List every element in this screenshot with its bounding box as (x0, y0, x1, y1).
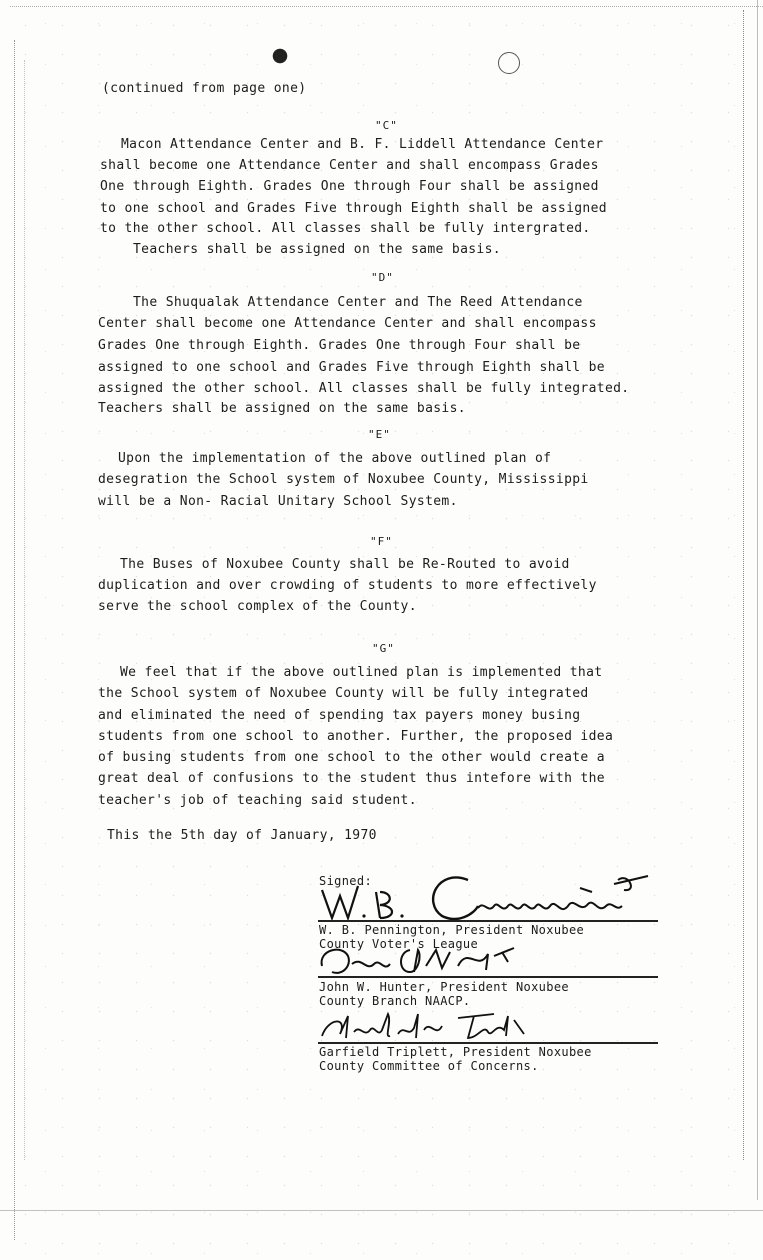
section-c-line: shall become one Attendance Center and shall encompass Grades (100, 158, 599, 173)
signatory-title: W. B. Pennington, President Noxubee (319, 923, 585, 937)
section-d-line: Center shall become one Attendance Center and shall encompass (98, 316, 597, 331)
section-d-line: assigned the other school. All classes shall be fully integrated. (98, 381, 630, 396)
signed-label: Signed: (319, 874, 373, 888)
signature-line (318, 976, 658, 978)
section-d-line: The Shuqualak Attendance Center and The Reed Attendance (133, 295, 583, 310)
section-d-line: Teachers shall be assigned on the same basis. (98, 401, 466, 416)
section-heading-d: "D" (371, 271, 394, 284)
section-g-line: students from one school to another. Further, the proposed idea (98, 729, 614, 744)
continued-note: (continued from page one) (102, 81, 307, 96)
signature-hunter (318, 942, 518, 978)
section-c-line: Teachers shall be assigned on the same basis. (133, 242, 501, 257)
scan-edge-left (14, 40, 23, 1240)
scan-edge-bottom (0, 1210, 763, 1211)
section-g-line: of busing students from one school to the other would create a (98, 750, 605, 765)
section-g-line: and eliminated the need of spending tax payers money busing (98, 708, 581, 723)
section-e-line: will be a Non- Racial Unitary School System. (98, 494, 458, 509)
signatory-title: John W. Hunter, President Noxubee (319, 980, 569, 994)
section-d-line: Grades One through Eighth. Grades One through Four shall be (98, 338, 581, 353)
scan-edge-right (743, 10, 745, 1160)
scan-edge-left-inner (24, 60, 26, 1160)
section-c-line: One through Eighth. Grades One through Four shall be assigned (100, 179, 599, 194)
signatory-title: County Committee of Concerns. (319, 1059, 539, 1073)
signatory-title: County Branch NAACP. (319, 994, 471, 1008)
section-g-line: We feel that if the above outlined plan is implemented that (120, 665, 603, 680)
signature-triplett (318, 1010, 538, 1044)
signature-line (318, 920, 658, 922)
section-e-line: Upon the implementation of the above outlined plan of (118, 451, 552, 466)
signatory-title: County Voter's League (319, 937, 479, 951)
scan-edge-top (10, 6, 763, 8)
signature-line (318, 1042, 658, 1044)
section-c-line: Macon Attendance Center and B. F. Liddell Attendance Center (121, 137, 604, 152)
punch-hole-right (498, 52, 520, 74)
signatory-title: Garfield Triplett, President Noxubee (319, 1045, 592, 1059)
section-c-line: to one school and Grades Five through Eighth shall be assigned (100, 201, 607, 216)
signature-pennington (318, 862, 658, 924)
section-heading-f: "F" (370, 535, 393, 548)
section-c-line: to the other school. All classes shall be fully intergrated. (100, 221, 591, 236)
section-f-line: duplication and over crowding of students to more effectively (98, 578, 597, 593)
section-f-line: serve the school complex of the County. (98, 599, 417, 614)
section-g-line: teacher's job of teaching said student. (98, 793, 417, 808)
section-g-line: the School system of Noxubee County will be fully integrated (98, 686, 589, 701)
section-e-line: desegration the School system of Noxubee County, Mississippi (98, 472, 589, 487)
section-f-line: The Buses of Noxubee County shall be Re-Routed to avoid (120, 557, 570, 572)
dated-line: This the 5th day of January, 1970 (107, 828, 377, 843)
scan-edge-right-outer (757, 0, 759, 1200)
section-heading-g: "G" (372, 642, 395, 655)
punch-hole-left (268, 46, 288, 66)
section-heading-c: "C" (375, 119, 398, 132)
section-heading-e: "E" (368, 428, 391, 441)
section-d-line: assigned to one school and Grades Five through Eighth shall be (98, 360, 605, 375)
section-g-line: great deal of confusions to the student thus intefore with the (98, 771, 605, 786)
